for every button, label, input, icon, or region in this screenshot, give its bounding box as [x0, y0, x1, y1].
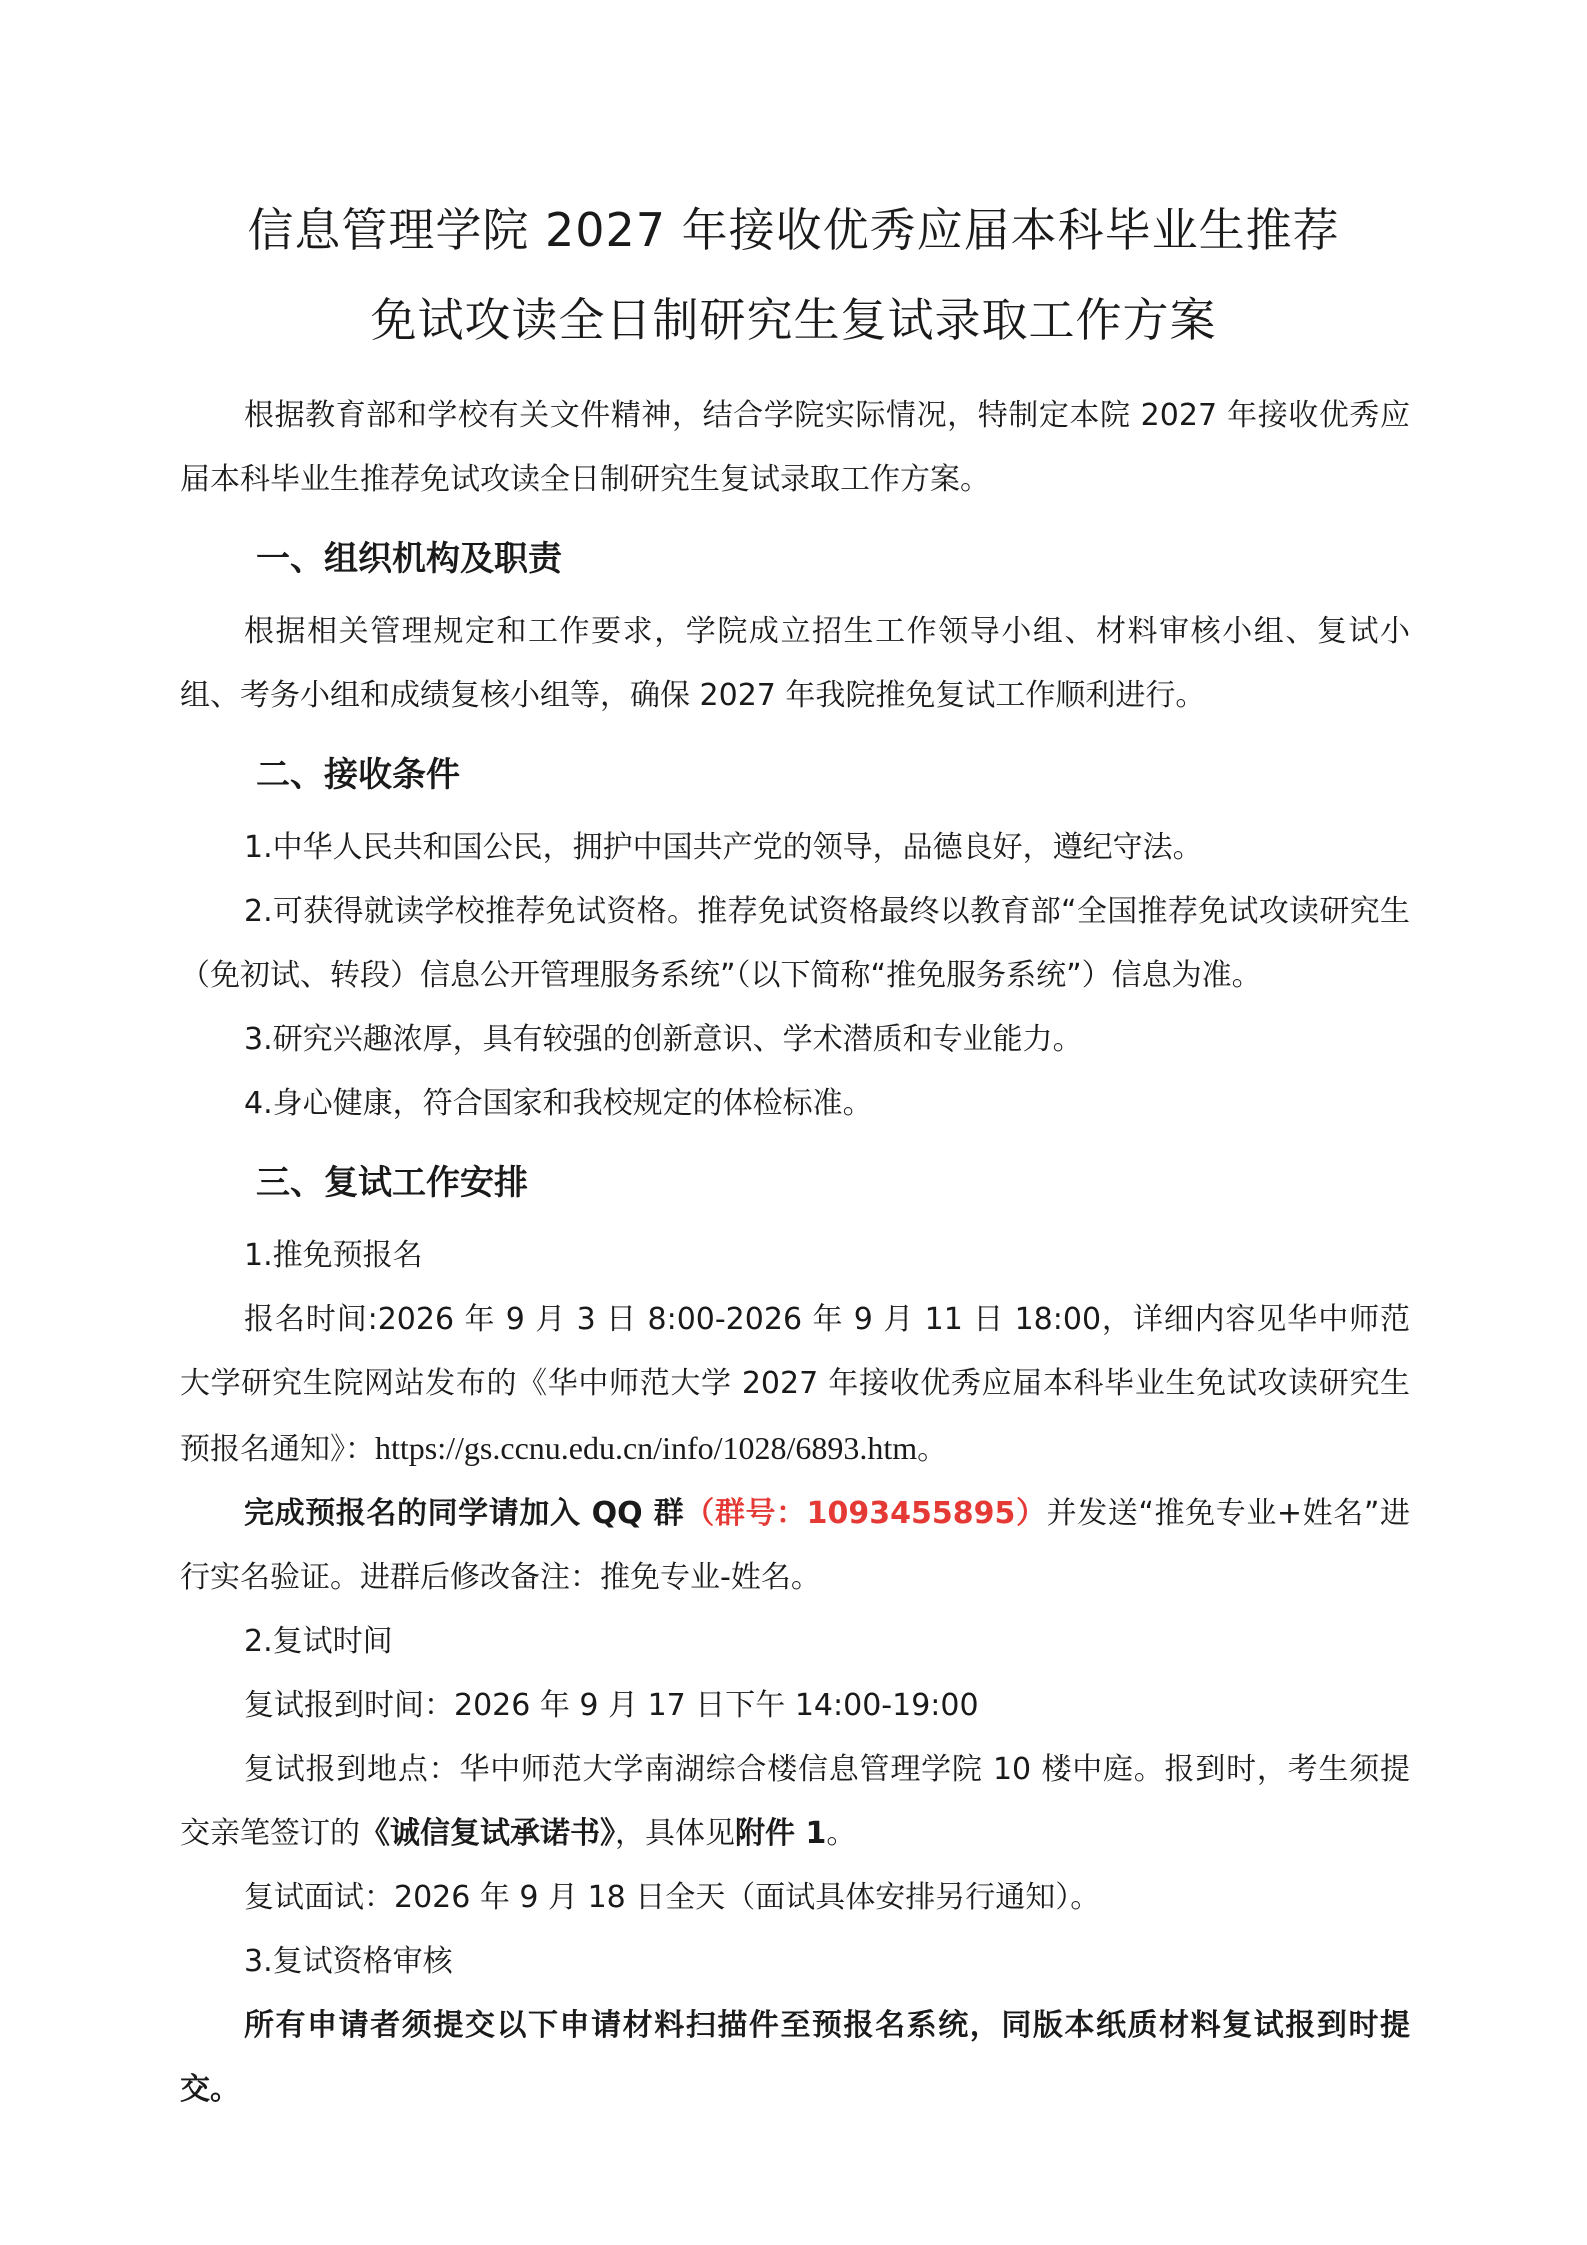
title-line-1: 信息管理学院 2027 年接收优秀应届本科毕业生推荐	[247, 203, 1340, 257]
subheading-qualification-review: 3.复试资格审核	[244, 1944, 453, 1979]
qq-group-bold-text: 完成预报名的同学请加入 QQ 群	[244, 1496, 685, 1531]
registration-time-text: 报名时间:2026 年 9 月 3 日 8:00-2026 年 9 月 11 日 18:00，详细内容见华中师范大学研究生院网站发布的《华中师范大学 2027 年接收优秀应届本科毕业生免试攻读研究生预报名通知》：	[180, 1302, 1410, 1467]
checkin-place-paragraph	[180, 1738, 1410, 1866]
interview-date: 复试面试：2026 年 9 月 18 日全天（面试具体安排另行通知）。	[244, 1880, 1101, 1915]
document-title	[0, 200, 1587, 380]
section-1-paragraph: 根据相关管理规定和工作要求，学院成立招生工作领导小组、材料审核小组、复试小组、考务小组和成绩复核小组等，确保 2027 年我院推免复试工作顺利进行。	[180, 614, 1410, 713]
checkin-time: 复试报到时间：2026 年 9 月 17 日下午 14:00-19:00	[244, 1688, 979, 1723]
checkin-place-end: 。	[826, 1816, 857, 1851]
intro-paragraph: 根据教育部和学校有关文件精神，结合学院实际情况，特制定本院 2027 年接收优秀应届本科毕业生推荐免试攻读全日制研究生复试录取工作方案。	[180, 398, 1410, 497]
section-1-heading: 一、组织机构及职责	[256, 539, 562, 579]
checkin-place-see: ，具体见	[615, 1816, 735, 1851]
condition-item-1: 1.中华人民共和国公民，拥护中国共产党的领导，品德良好，遵纪守法。	[244, 830, 1203, 865]
materials-requirement: 所有申请者须提交以下申请材料扫描件至预报名系统，同版本纸质材料复试报到时提交。	[180, 2008, 1410, 2107]
condition-item-4: 4.身心健康，符合国家和我校规定的体检标准。	[244, 1086, 873, 1121]
registration-end-punct: 。	[917, 1432, 948, 1467]
registration-paragraph	[180, 1288, 1410, 1482]
qq-group-instruction: 并发送“推免专业+姓名”进行实名验证。进群后修改备注：推免专业-姓名。	[180, 1496, 1410, 1595]
title-line-2: 免试攻读全日制研究生复试录取工作方案	[370, 293, 1217, 347]
qq-group-paragraph	[180, 1482, 1410, 1610]
condition-item-2: 2.可获得就读学校推荐免试资格。推荐免试资格最终以教育部“全国推荐免试攻读研究生（免初试、转段）信息公开管理服务系统”（以下简称“推免服务系统”）信息为准。	[180, 894, 1410, 993]
subheading-pre-registration: 1.推免预报名	[244, 1238, 423, 1273]
attachment-1-reference: 附件 1	[735, 1816, 827, 1851]
registration-url-link[interactable]: https://gs.ccnu.edu.cn/info/1028/6893.htm	[375, 1430, 918, 1466]
checkin-place-text: 复试报到地点：华中师范大学南湖综合楼信息管理学院 10 楼中庭。报到时，考生须提交亲笔签订的	[180, 1752, 1410, 1851]
subheading-retest-time: 2.复试时间	[244, 1624, 393, 1659]
condition-item-3: 3.研究兴趣浓厚，具有较强的创新意识、学术潜质和专业能力。	[244, 1022, 1083, 1057]
qq-group-number: （群号：1093455895）	[684, 1496, 1047, 1531]
document-body	[180, 384, 1410, 2122]
section-2-heading: 二、接收条件	[256, 755, 460, 795]
section-3-heading: 三、复试工作安排	[256, 1163, 528, 1203]
integrity-pledge-title: 《诚信复试承诺书》	[360, 1816, 615, 1851]
